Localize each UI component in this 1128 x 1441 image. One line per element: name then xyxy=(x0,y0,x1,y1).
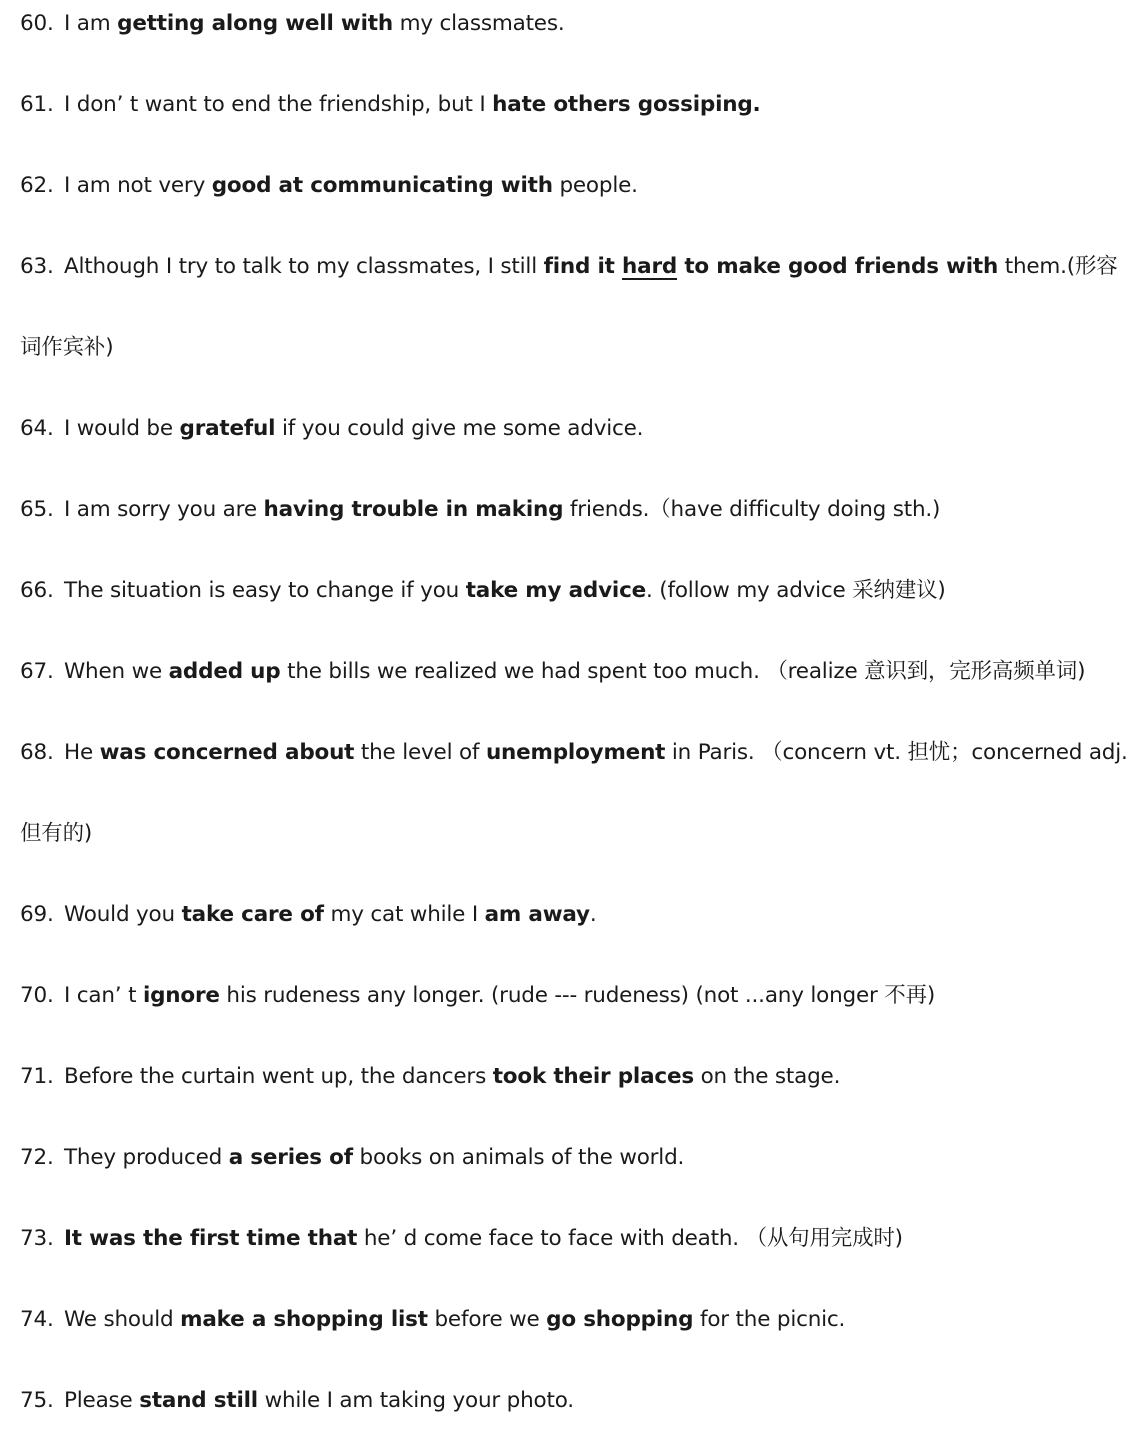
sentence-line xyxy=(20,820,92,848)
sentence-line xyxy=(20,901,596,929)
sentence-text: He xyxy=(64,740,100,765)
bold-phrase: having trouble in making xyxy=(263,497,564,522)
sentence-text: Please xyxy=(64,1388,140,1413)
bold-phrase: a series of xyxy=(228,1145,353,1170)
bold-phrase: was concerned about xyxy=(99,740,355,765)
sentence-text: books on animals of the world. xyxy=(352,1145,685,1170)
sentence-number: 74. xyxy=(20,1307,54,1332)
sentence-line xyxy=(20,253,1118,281)
sentence-text: his rudeness any longer. (rude --- rudeness) (not ...any longer 不再) xyxy=(219,983,936,1008)
sentence-text: I am sorry you are xyxy=(64,497,264,522)
sentence-text: Before the curtain went up, the dancers xyxy=(64,1064,493,1089)
sentence-line xyxy=(20,1306,845,1334)
bold-phrase: ignore xyxy=(142,983,220,1008)
bold-phrase: to make good friends with xyxy=(677,254,999,279)
sentence-text: 词作宾补) xyxy=(20,335,114,360)
sentence-line xyxy=(20,334,113,362)
sentence-text: Although I try to talk to my classmates, I still xyxy=(64,254,544,279)
bold-phrase: unemployment xyxy=(485,740,666,765)
sentence-line xyxy=(20,10,564,38)
sentence-text: 但有的) xyxy=(20,821,93,846)
bold-phrase: getting along well with xyxy=(117,11,393,36)
sentence-line xyxy=(20,1225,903,1253)
sentence-number: 70. xyxy=(20,983,54,1008)
sentence-number: 75. xyxy=(20,1388,54,1413)
sentence-line xyxy=(20,1144,684,1172)
sentence-text: . xyxy=(589,902,597,927)
sentence-text: he’ d come face to face with death. （从句用完成时) xyxy=(357,1226,903,1251)
bold-phrase: good at communicating with xyxy=(211,173,553,198)
sentence-text: . (follow my advice 采纳建议) xyxy=(646,578,946,603)
sentence-text: in Paris. （concern vt. 担忧；concerned adj. xyxy=(665,740,1128,765)
sentence-text: They produced xyxy=(64,1145,229,1170)
bold-phrase: took their places xyxy=(492,1064,694,1089)
sentence-text: The situation is easy to change if you xyxy=(64,578,466,603)
bold-phrase: added up xyxy=(168,659,281,684)
sentence-number: 73. xyxy=(20,1226,54,1251)
sentence-text: I am xyxy=(64,11,118,36)
sentence-line xyxy=(20,415,643,443)
sentence-text: friends.（have difficulty doing sth.) xyxy=(563,497,941,522)
sentence-text: people. xyxy=(552,173,638,198)
bold-phrase: take care of xyxy=(181,902,324,927)
sentence-text: before we xyxy=(427,1307,547,1332)
sentence-text: I can’ t xyxy=(64,983,143,1008)
bold-phrase: make a shopping list xyxy=(180,1307,428,1332)
sentence-text: the level of xyxy=(354,740,486,765)
sentence-number: 62. xyxy=(20,173,54,198)
sentence-line xyxy=(20,739,1128,767)
sentence-number: 64. xyxy=(20,416,54,441)
sentence-line xyxy=(20,496,940,524)
sentence-line xyxy=(20,658,1085,686)
sentence-line xyxy=(20,1387,574,1415)
bold-phrase: take my advice xyxy=(465,578,647,603)
sentence-line xyxy=(20,1063,840,1091)
sentence-text: I don’ t want to end the friendship, but I xyxy=(64,92,493,117)
sentence-number: 66. xyxy=(20,578,54,603)
sentence-text: I am not very xyxy=(64,173,212,198)
sentence-line xyxy=(20,577,946,605)
sentence-number: 69. xyxy=(20,902,54,927)
sentence-text: for the picnic. xyxy=(693,1307,846,1332)
sentence-text: them.(形容 xyxy=(998,254,1118,279)
sentence-number: 71. xyxy=(20,1064,54,1089)
sentence-text: Would you xyxy=(64,902,182,927)
bold-phrase: go shopping xyxy=(546,1307,694,1332)
bold-phrase: find it xyxy=(543,254,623,279)
bold-phrase: hate others gossiping. xyxy=(492,92,761,117)
sentence-text: We should xyxy=(64,1307,181,1332)
sentence-text: my classmates. xyxy=(392,11,565,36)
bold-phrase: It was the first time that xyxy=(64,1226,358,1251)
bold-phrase: am away xyxy=(484,902,590,927)
sentence-line xyxy=(20,91,761,119)
sentence-text: on the stage. xyxy=(693,1064,841,1089)
bold-phrase: stand still xyxy=(139,1388,258,1413)
sentence-text: the bills we realized we had spent too much. （realize 意识到，完形高频单词) xyxy=(280,659,1086,684)
sentence-number: 61. xyxy=(20,92,54,117)
sentence-text: while I am taking your photo. xyxy=(257,1388,574,1413)
sentence-text: I would be xyxy=(64,416,180,441)
sentence-text: if you could give me some advice. xyxy=(275,416,644,441)
sentence-number: 60. xyxy=(20,11,54,36)
sentence-text: my cat while I xyxy=(323,902,485,927)
sentence-number: 72. xyxy=(20,1145,54,1170)
bold-phrase: grateful xyxy=(179,416,276,441)
sentence-number: 67. xyxy=(20,659,54,684)
underlined-bold-word: hard xyxy=(622,254,678,279)
sentence-line xyxy=(20,172,638,200)
sentence-number: 65. xyxy=(20,497,54,522)
sentence-text: When we xyxy=(64,659,169,684)
sentence-line xyxy=(20,982,935,1010)
sentence-number: 68. xyxy=(20,740,54,765)
sentence-number: 63. xyxy=(20,254,54,279)
